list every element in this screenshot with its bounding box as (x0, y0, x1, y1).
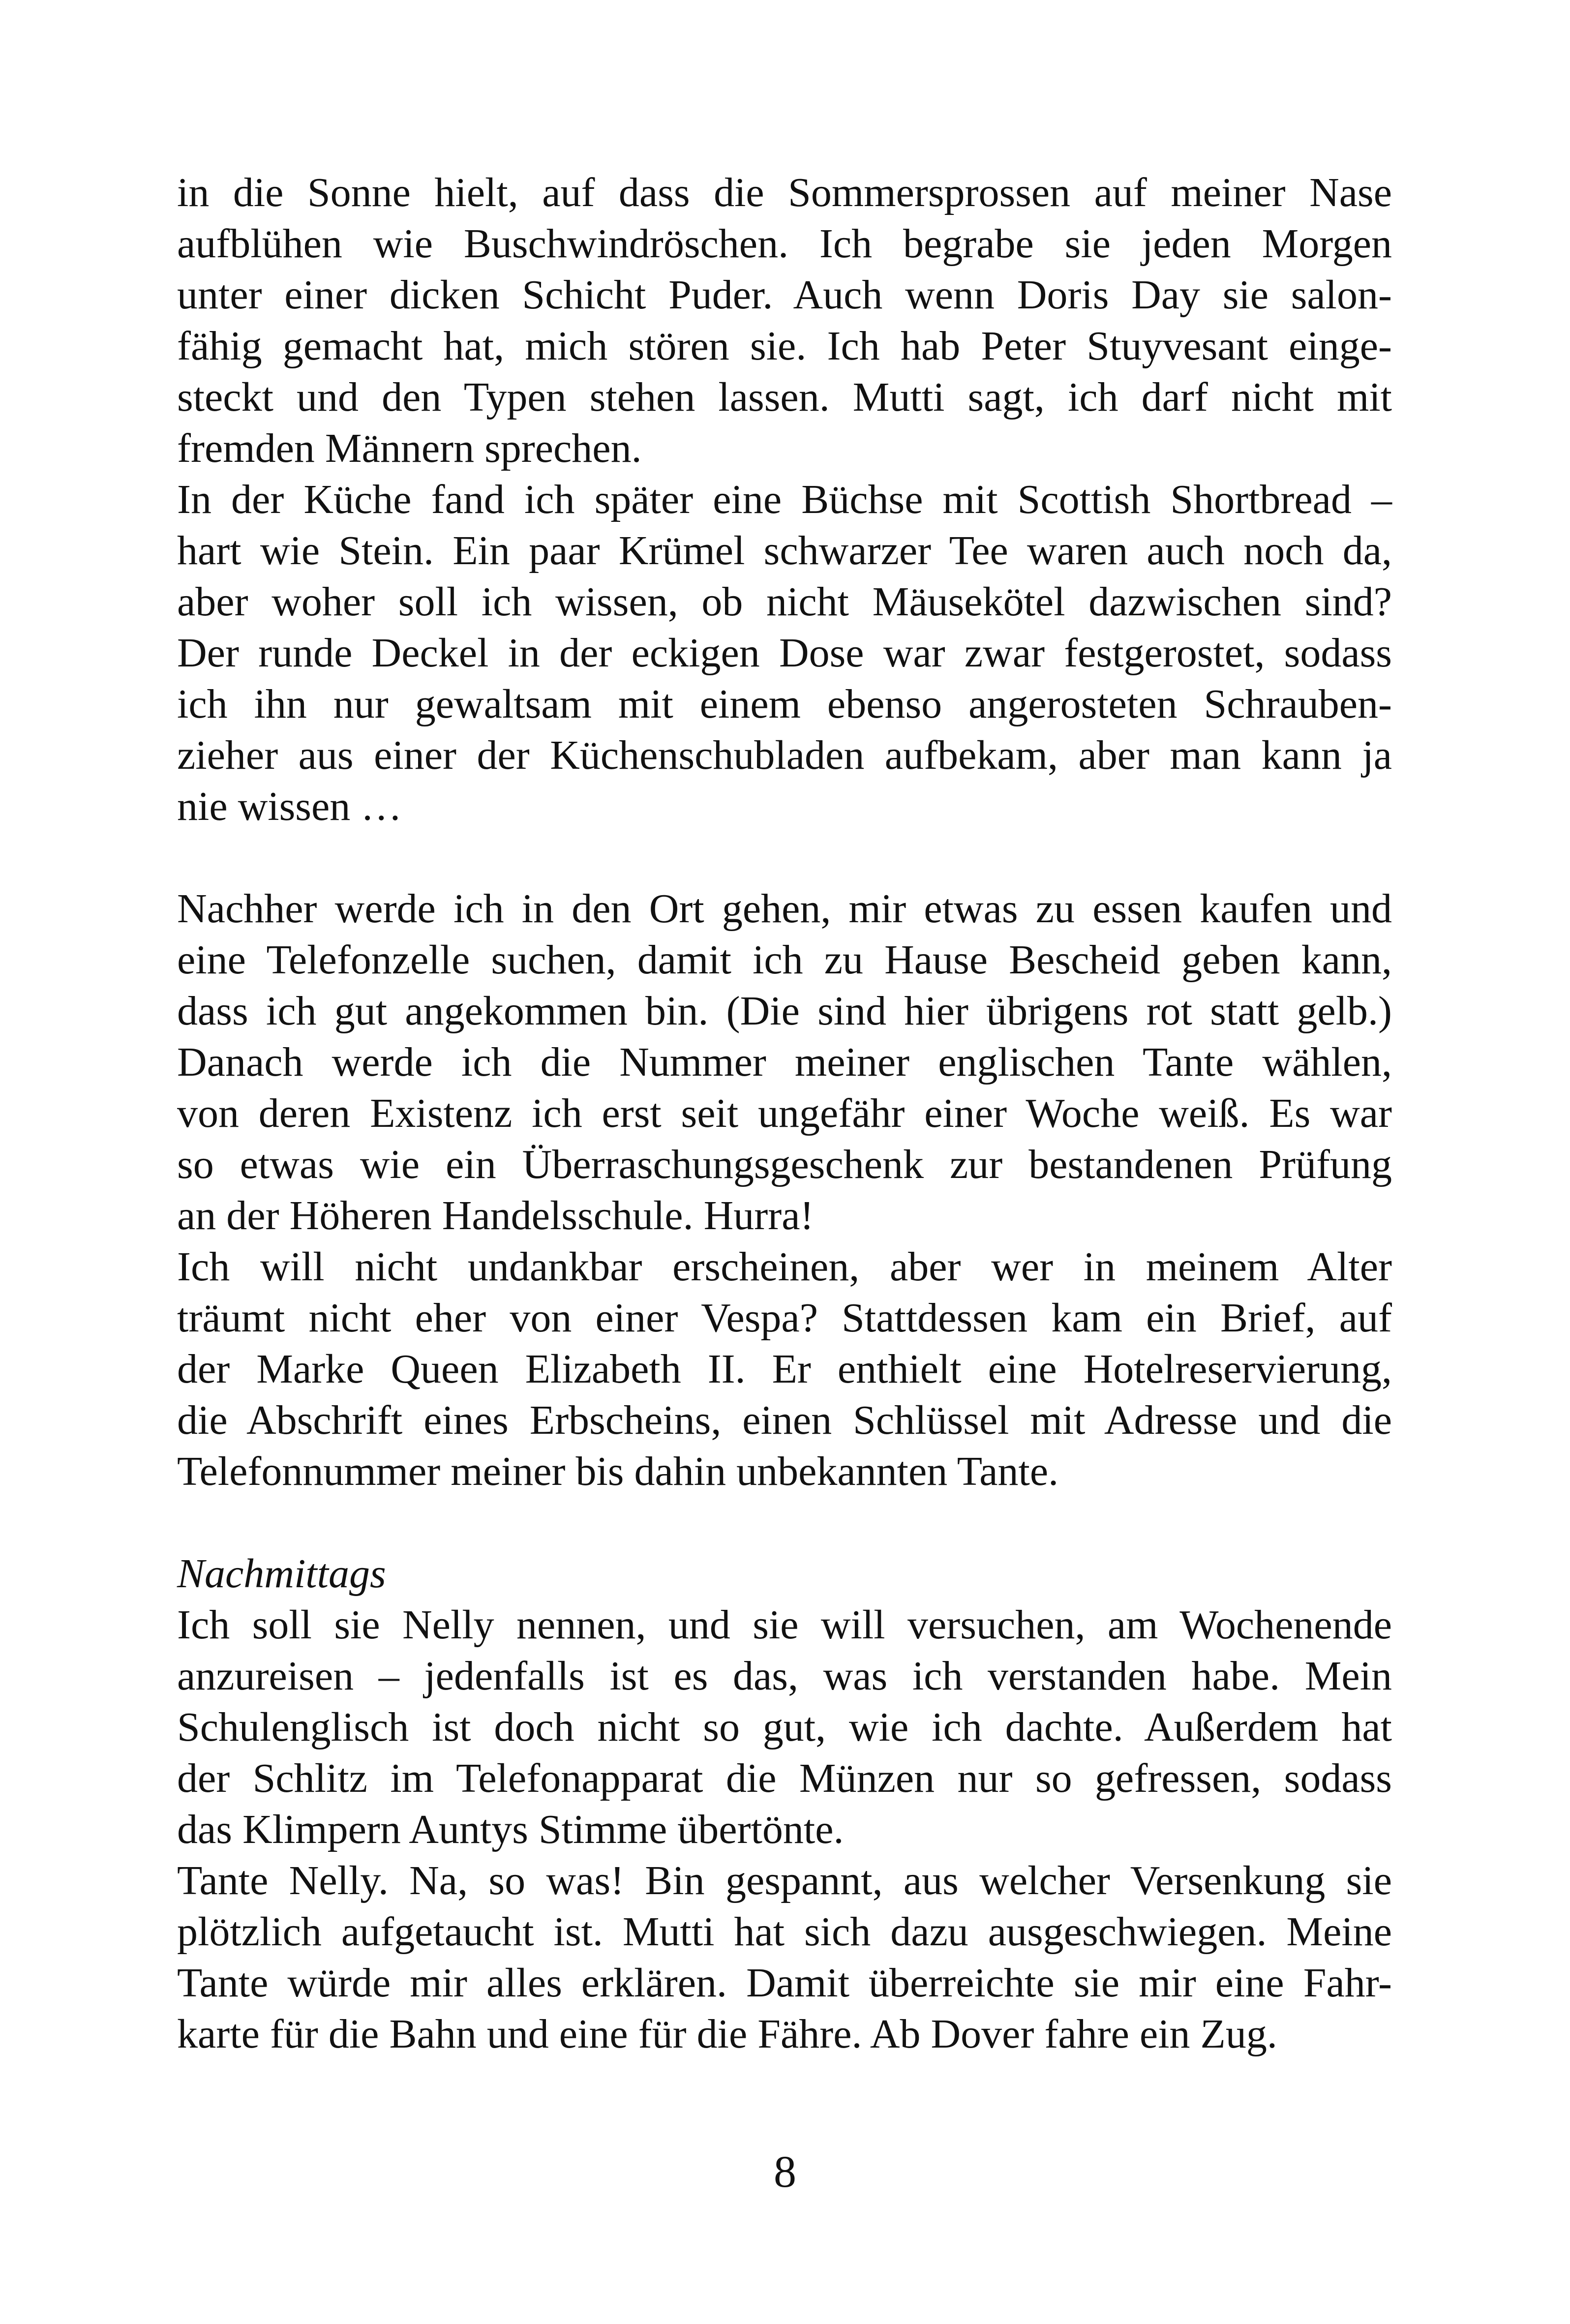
text-line: Tante Nelly. Na, so was! Bin gespannt, aus welcher Versenkung sie (177, 1858, 1392, 1903)
text-line: Schulenglisch ist doch nicht so gut, wie ich dachte. Außerdem hat (177, 1704, 1392, 1750)
text-group-top (177, 167, 1392, 832)
text-line: von deren Existenz ich erst seit ungefähr einer Woche weiß. Es war (177, 1090, 1392, 1136)
text-line: das Klimpern Auntys Stimme übertönte. (177, 1807, 844, 1852)
text-line: unter einer dicken Schicht Puder. Auch wenn Doris Day sie salon- (177, 272, 1392, 318)
text-line: Ich soll sie Nelly nennen, und sie will versuchen, am Wochenende (177, 1602, 1392, 1648)
text-line: so etwas wie ein Überraschungsgeschenk zur bestandenen Prüfung (177, 1142, 1392, 1187)
paragraph (177, 1855, 1392, 2060)
text-group-bottom (177, 1600, 1392, 2060)
text-line: der Schlitz im Telefonapparat die Münzen nur so gefressen, sodass (177, 1755, 1392, 1801)
section-heading: Nachmittags (177, 1551, 386, 1597)
text-line: ich ihn nur gewaltsam mit einem ebenso angerosteten Schrauben- (177, 681, 1392, 727)
body-text (177, 167, 1392, 2060)
paragraph-gap (177, 832, 1392, 883)
text-line: träumt nicht eher von einer Vespa? Stattdessen kam ein Brief, auf (177, 1295, 1392, 1341)
text-group-middle (177, 883, 1392, 1497)
text-line: Danach werde ich die Nummer meiner englischen Tante wählen, (177, 1039, 1392, 1085)
paragraph-gap (177, 1497, 1392, 1548)
text-line: Nachher werde ich in den Ort gehen, mir etwas zu essen kaufen und (177, 886, 1392, 932)
text-line: an der Höheren Handelsschule. Hurra! (177, 1193, 814, 1238)
text-line: dass ich gut angekommen bin. (Die sind hier übrigens rot statt gelb.) (177, 988, 1392, 1034)
text-line: hart wie Stein. Ein paar Krümel schwarzer Tee waren auch noch da, (177, 528, 1392, 573)
text-line: in die Sonne hielt, auf dass die Sommersprossen auf meiner Nase (177, 170, 1392, 215)
text-line: die Abschrift eines Erbscheins, einen Schlüssel mit Adresse und die (177, 1397, 1392, 1443)
text-line: eine Telefonzelle suchen, damit ich zu Hause Bescheid geben kann, (177, 937, 1392, 983)
paragraph (177, 883, 1392, 1241)
paragraph (177, 1600, 1392, 1855)
text-line: steckt und den Typen stehen lassen. Mutti sagt, ich darf nicht mit (177, 374, 1392, 420)
text-line: fremden Männern sprechen. (177, 425, 642, 471)
text-line: zieher aus einer der Küchenschubladen aufbekam, aber man kann ja (177, 732, 1392, 778)
paragraph (177, 474, 1392, 832)
page-number: 8 (774, 2146, 796, 2197)
text-line: In der Küche fand ich später eine Büchse mit Scottish Shortbread – (177, 477, 1392, 522)
text-line: anzureisen – jedenfalls ist es das, was ich verstanden habe. Mein (177, 1653, 1392, 1699)
text-line: Der runde Deckel in der eckigen Dose war zwar festgerostet, sodass (177, 630, 1392, 676)
paragraph (177, 167, 1392, 474)
text-line: karte für die Bahn und eine für die Fähre. Ab Dover fahre ein Zug. (177, 2011, 1277, 2057)
text-line: der Marke Queen Elizabeth II. Er enthielt eine Hotelreservierung, (177, 1346, 1392, 1392)
text-line: Telefonnummer meiner bis dahin unbekannten Tante. (177, 1449, 1059, 1494)
text-line: Ich will nicht undankbar erscheinen, aber wer in meinem Alter (177, 1244, 1392, 1290)
text-line: Tante würde mir alles erklären. Damit überreichte sie mir eine Fahr- (177, 1960, 1392, 2006)
text-line: fähig gemacht hat, mich stören sie. Ich hab Peter Stuyvesant einge- (177, 323, 1392, 369)
text-line: aber woher soll ich wissen, ob nicht Mäusekötel dazwischen sind? (177, 579, 1392, 625)
text-line: nie wissen … (177, 784, 402, 829)
text-line: plötzlich aufgetaucht ist. Mutti hat sich dazu ausgeschwiegen. Meine (177, 1909, 1392, 1955)
paragraph (177, 1241, 1392, 1497)
text-line: aufblühen wie Buschwindröschen. Ich begrabe sie jeden Morgen (177, 221, 1392, 267)
